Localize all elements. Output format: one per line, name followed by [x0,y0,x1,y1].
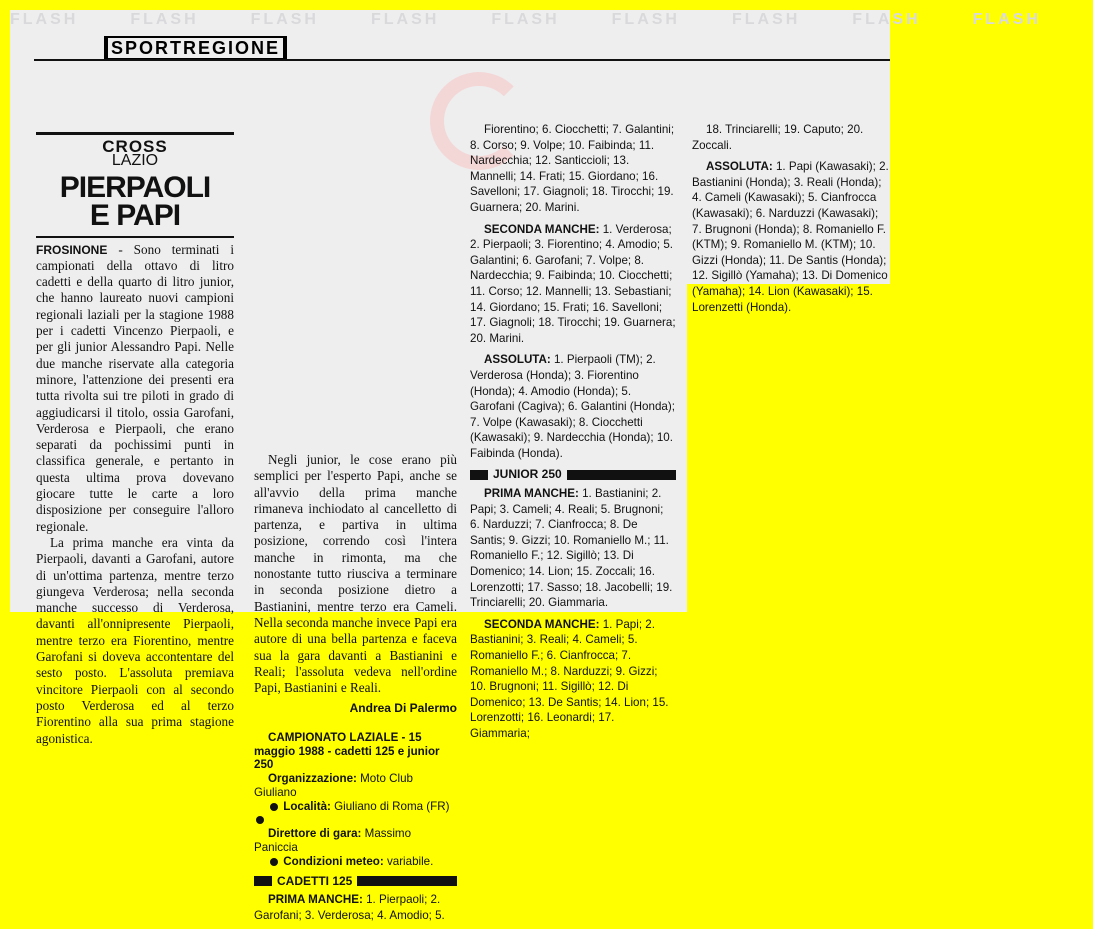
article-kicker: CROSS [102,137,168,156]
results-block: PRIMA MANCHE: 1. Bastianini; 2. Papi; 3. Cameli; 4. Reali; 5. Brugnoni; 6. Narduzzi; 7. Cianfrocca; 8. De Santis; 9. Gizzi; 10. Romaniello M.; 11. Romaniello F.; 12. Sigillò; 13. Di Domenico; 14. Lion; 15. Zoccali; 16. Lorenzotti; 17. Sasso; 18. Jacobelli; 19. Trinciarelli; 20. Giammaria. [470,487,673,610]
results-column-4 [692,122,890,321]
results-block: SECONDA MANCHE: 1. Papi; 2. Bastianini; 3. Reali; 4. Cameli; 5. Romaniello F.; 6. Cianfrocca; 7. Romaniello M.; 8. Narduzzi; 9. Gizzi; 10. Brugnoni; 11. Sigillò; 12. Di Domenico; 13. De Santis; 14. Lion; 15. Lorenzotti; 16. Leonardi; 17. Giammaria; [470,617,669,740]
results-block: SECONDA MANCHE: 1. Verderosa; 2. Pierpaoli; 3. Fiorentino; 4. Amodio; 5. Galantini; 6. Garofani; 7. Volpe; 8. Nardecchia; 9. Faibinda; 10. Ciocchetti; 11. Corso; 12. Mannelli; 13. Sebastiani; 14. Giordano; 15. Frati; 16. Savelloni; 17. Giagnoli; 18. Tirocchi; 19. Guarnera; 20. Marini. [470,222,676,345]
bullet-icon [270,858,278,866]
article-headline: PIERPAOLI E PAPI [59,170,211,232]
article-paragraph: La prima manche era vinta da Pierpaoli, davanti a Garofani, autore di un'ottima partenza, mentre terzo giungeva Verderosa; nella seconda manche successo di Verderosa, davanti all'onnipresente Pierpaoli, mentre terzo era Fiorentino, mentre Garofani si doveva accontentare del sesto posto. L'assoluta premiava vincitore Pierpaoli con al secondo posto Verderosa ed al terzo Fiorentino alla sua prima stagione agonistica. [36,534,234,746]
results-block: Fiorentino; 6. Ciocchetti; 7. Galantini; 8. Corso; 9. Volpe; 10. Faibinda; 11. Nardecchia; 12. Santiccioli; 13. Mannelli; 14. Frati; 15. Giordano; 16. Savelloni; 17. Giagnoli; 18. Tirocchi; 19. Guarnera; 20. Marini. [470,123,675,214]
results-block: ASSOLUTA: 1. Pierpaoli (TM); 2. Verderosa (Honda); 3. Fiorentino (Honda); 4. Amodio (Honda); 5. Garofani (Cagiva); 6. Galantini (Honda); 7. Volpe (Kawasaki); 8. Ciocchetti (Kawasaki); 9. Nardecchia (Honda); 10. Faibinda (Honda). [470,353,675,460]
article-column-1 [36,132,234,747]
category-header-junior: JUNIOR 250 [470,467,676,483]
article-column-2: Negli junior, le cose erano più semplici per l'esperto Papi, anche se all'avvio della prima manche rimaneva inchiodato al cancelletto di partenza, e partiva in ultima posizione, correndo così l'intera manche in rimonta, ma che nonostante tutto riusciva a terminare in seconda posizione dietro a Bastianini, mentre terzo era Cameli. Nella seconda manche invece Papi era autore di una bella partenza e faceva sua la gara davanti a Bastianini e Reali; l'assoluta vedeva nell'ordine Papi, Bastianini e Reali. Andrea Di Palermo CAMPIONATO LAZIALE - 15 maggio 1988 - cadetti 125 e junior 250 Organizzazione: Moto Club Giuliano Località: Giuliano di Roma (FR) Direttore di gara: Massimo Paniccia Condizioni meteo: variabile. CADETTI 125 PRIMA MANCHE: 1. Pierpaoli; 2. Garofani; 3. Verderosa; 4. Amodio; 5. [254,452,457,922]
article-paragraph: Negli junior, le cose erano più semplici per l'esperto Papi, anche se all'avvio della prima manche rimaneva inchiodato al cancelletto di partenza, e partiva in ultima posizione, correndo così l'intera manche in rimonta, ma che nonostante tutto riusciva a terminare in seconda posizione dietro a Bastianini, mentre terzo era Cameli. Nella seconda manche invece Papi era autore di una bella partenza e faceva sua la gara davanti a Bastianini e Reali; l'assoluta vedeva nell'ordine Papi, Bastianini e Reali. [254,452,457,696]
flash-banner: FLASH FLASH FLASH FLASH FLASH FLASH FLASH FLASH FLASH [10,11,1041,28]
results-column-3 [470,122,676,748]
category-header-cadetti: CADETTI 125 [254,873,457,889]
bullet-icon [256,816,264,824]
article-paragraph: FROSINONE - Sono terminati i campionati della ottavo di litro cadetti e della quarto di litro junior, che hanno laureato nuovi campioni regionali laziali per la stagione 1988 per i cadetti Vincenzo Pierpaoli, e per gli junior Alessandro Papi. Nelle due manche riservate alla categoria minore, l'attenzione dei presenti era tutta rivolta sui tre piloti in grado di aggiudicarsi il titolo, ossia Garofani, Verderosa e Pierpaoli, che erano separati da pochissimi punti in classifica generale, e pertanto in questa ultima prova dovevano giocare tutte le carte a loro disposizione per conseguire l'alloro regionale. [36,241,234,534]
headline-rule [36,236,234,238]
yellow-background-block [687,284,900,612]
bullet-icon [270,803,278,811]
header-rule [34,59,890,61]
results-block: ASSOLUTA: 1. Papi (Kawasaki); 2. Bastianini (Honda); 3. Reali (Honda); 4. Cameli (Kawasaki); 5. Cianfrocca (Kawasaki); 6. Narduzzi (Kawasaki); 7. Brugnoni (Honda); 8. Romaniello F. (KTM); 9. Romaniello M. (KTM); 10. Gizzi (Honda); 11. De Santis (Honda); 12. Sigillò (Yamaha); 13. Di Domenico (Yamaha); 14. Lion (Kawasaki); 15. Lorenzetti (Honda). [692,160,889,314]
top-rule [36,132,234,135]
results-block: 18. Trinciarelli; 19. Caputo; 20. Zoccali. [692,123,864,152]
article-author: Andrea Di Palermo [349,701,457,716]
section-title: SPORTREGIONE [104,36,287,60]
article-region: LAZIO [111,152,159,170]
dateline: FROSINONE [36,242,108,257]
event-info-box: CAMPIONATO LAZIALE - 15 maggio 1988 - cadetti 125 e junior 250 Organizzazione: Moto Club Giuliano Località: Giuliano di Roma (FR) Direttore di gara: Massimo Paniccia Condizioni meteo: variabile. [254,730,450,868]
